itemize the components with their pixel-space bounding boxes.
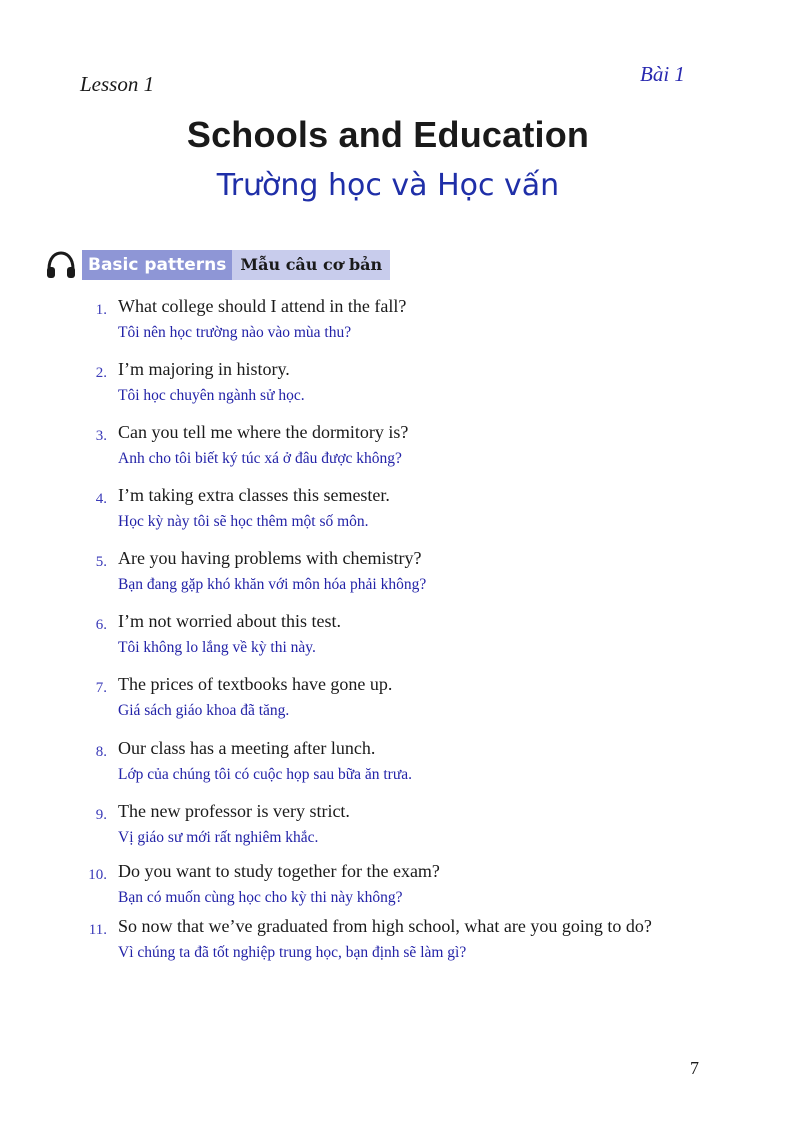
- sentence-en: So now that we’ve graduated from high school, what are you going to do?: [118, 916, 652, 936]
- sentence-vi: Bạn có muốn cùng học cho kỳ thi này không?: [118, 889, 403, 906]
- list-item: [0, 916, 800, 976]
- item-number: 3.: [95, 428, 107, 444]
- item-number: 1.: [95, 302, 107, 318]
- section-banner: [82, 250, 390, 280]
- item-number: 6.: [95, 617, 107, 633]
- item-number: 4.: [95, 491, 107, 507]
- list-item: [0, 611, 800, 671]
- list-item: [0, 485, 800, 545]
- sentence-vi: Học kỳ này tôi sẽ học thêm một số môn.: [118, 513, 369, 530]
- sentence-en: Do you want to study together for the exam?: [118, 861, 440, 881]
- item-number: 9.: [95, 807, 107, 823]
- sentence-vi: Tôi nên học trường nào vào mùa thu?: [118, 324, 352, 341]
- section-label-vi: Mẫu câu cơ bản: [240, 255, 383, 274]
- sentence-vi: Anh cho tôi biết ký túc xá ở đâu được không?: [118, 450, 402, 467]
- sentence-en: What college should I attend in the fall?: [118, 296, 407, 316]
- list-item: [0, 296, 800, 356]
- sentence-en: I’m taking extra classes this semester.: [118, 485, 390, 505]
- sentence-en: The prices of textbooks have gone up.: [118, 674, 393, 694]
- page-title-en: Schools and Education: [186, 114, 590, 155]
- list-item: [0, 359, 800, 419]
- sentence-vi: Giá sách giáo khoa đã tăng.: [118, 702, 290, 719]
- list-item: [0, 861, 800, 921]
- item-number: 10.: [88, 867, 107, 883]
- sentence-en: The new professor is very strict.: [118, 801, 350, 821]
- list-item: [0, 801, 800, 861]
- lesson-label-vi: Bài 1: [640, 62, 685, 86]
- sentence-en: Are you having problems with chemistry?: [118, 548, 422, 568]
- sentence-vi: Vì chúng ta đã tốt nghiệp trung học, bạn định sẽ làm gì?: [118, 944, 467, 961]
- section-header-basic-patterns: [44, 248, 390, 282]
- sentence-vi: Tôi không lo lắng về kỳ thi này.: [118, 639, 316, 656]
- sentence-en: Can you tell me where the dormitory is?: [118, 422, 409, 442]
- item-number: 5.: [95, 554, 107, 570]
- list-item: [0, 422, 800, 482]
- lesson-label-en: Lesson 1: [80, 72, 155, 96]
- headphones-icon: [44, 248, 78, 282]
- sentence-vi: Lớp của chúng tôi có cuộc họp sau bữa ăn trưa.: [118, 766, 413, 783]
- sentence-vi: Tôi học chuyên ngành sử học.: [118, 387, 305, 404]
- sentence-vi: Vị giáo sư mới rất nghiêm khắc.: [118, 829, 319, 846]
- item-number: 7.: [95, 680, 107, 696]
- sentence-en: I’m majoring in history.: [118, 359, 290, 379]
- sentence-vi: Bạn đang gặp khó khăn với môn hóa phải không?: [118, 576, 427, 593]
- item-number: 2.: [95, 365, 107, 381]
- list-item: [0, 548, 800, 608]
- list-item: [0, 738, 800, 798]
- page-number: 7: [690, 1058, 699, 1078]
- section-label-en: Basic patterns: [82, 250, 232, 280]
- item-number: 11.: [88, 922, 107, 938]
- sentence-en: I’m not worried about this test.: [118, 611, 341, 631]
- item-number: 8.: [95, 744, 107, 760]
- page-title-vi: Trường học và Học vấn: [216, 168, 560, 203]
- list-item: [0, 674, 800, 734]
- sentence-en: Our class has a meeting after lunch.: [118, 738, 376, 758]
